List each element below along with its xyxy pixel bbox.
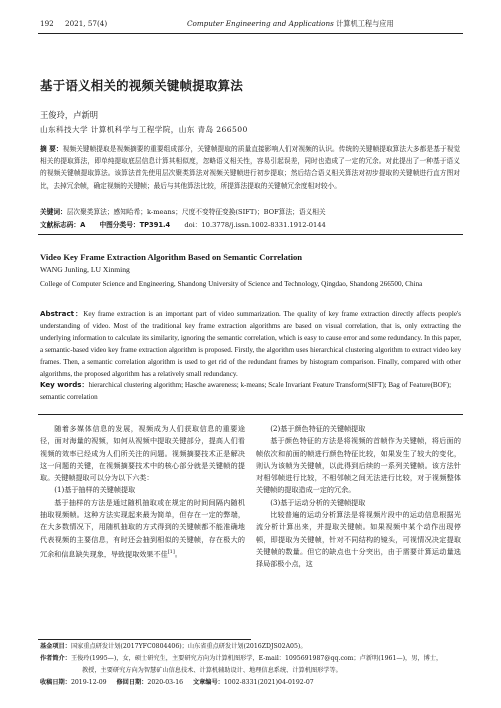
- paragraph-sampling-text: 基于抽样的方法是通过随机抽取或在规定的时间间隔内随机抽取视频帧。这种方法实现起来最为简单，但存在一定的弊端，在大多数情况下，用随机抽取的方式得到的关键帧都不能准确地代表视频的主要信息，有时还会抽到相似的关键帧，存在极大的冗余和信息缺失现象，导致提取效果不佳: [40, 497, 245, 559]
- author-bio-line: [40, 653, 461, 665]
- running-header: [40, 16, 461, 32]
- doi: doi：10.3778/j.issn.1002-8331.1912-0144: [184, 221, 326, 229]
- received-label: 收稿日期：: [40, 679, 71, 686]
- dates-line: [40, 677, 461, 689]
- fund-line: [40, 641, 461, 653]
- footnotes: [40, 641, 461, 689]
- author-bio-label: 作者简介：: [40, 655, 71, 662]
- keywords-zh-text: 层次聚类算法；感知哈希；k-means；尺度不变特征变换(SIFT)；BOF算法；语义相关: [66, 208, 326, 216]
- subheading-color: (2)基于颜色特征的关键帧提取: [270, 424, 366, 433]
- article-number-label: 文章编号：: [192, 679, 224, 686]
- document-code: 文献标志码：A: [40, 221, 86, 229]
- revised-date: 2020-03-16: [147, 679, 184, 686]
- abstract-en-label: Abstract：: [40, 309, 84, 318]
- paragraph-intro: 随着多媒体信息的发展，视频成为人们获取信息的重要途径，面对海量的视频，如何从视频中提取关键部分，提高人们看视频的效率已经成为人们所关注的问题。视频摘要技术正是解决这一问题的关键，在视频摘要技术中的核心部分就是关键帧的提取。关键帧提取可以分为以下六类：: [40, 424, 245, 483]
- journal-name-zh: 计算机工程与应用: [336, 19, 394, 28]
- journal-name: [187, 19, 394, 29]
- fund-text: 国家重点研发计划(2017YFC0804406)；山东省重点研发计划(2016ZDJS02A05)。: [70, 643, 307, 650]
- affiliation-en: College of Computer Science and Engineering, Shandong University of Science and Technology, Qingdao, Shandong 266500, China: [40, 280, 423, 288]
- abstract-zh-label: 摘 要：: [40, 145, 63, 153]
- keywords-zh-label: 关键词：: [40, 208, 67, 216]
- authors-zh: 王俊玲，卢新明: [40, 110, 99, 120]
- affiliation-zh: 山东科技大学 计算机科学与工程学院，山东 青岛 266500: [40, 125, 248, 134]
- body-rule: [38, 414, 463, 415]
- abstract-en-text: Key frame extraction is an important part of video summarization. The quality of key frame extraction directly affects people's understanding of video. Most of the traditional key frame extraction algorithms are based on visual correlation, that is, only extracting the underlying information to calculate its similarity, ignoring the semantic correlation, which is easy to cause error and some redundancy. In this paper, a semantic-based video key frame extraction algorithm is proposed. Firstly, the algorithm uses hierarchical clustering algorithm to extract video key frames. Then, a semantic correlation algorithm is used to get rid of the redundant frames by histogram comparison. Finally, compared with other algorithms, the proposed algorithm has a relatively small redundancy.: [40, 310, 462, 379]
- subheading-sampling: (1)基于抽样的关键帧提取: [54, 485, 136, 495]
- revised-label: 修回日期：: [116, 679, 148, 686]
- body-column-left: [40, 423, 245, 561]
- body-column-right: [256, 423, 461, 571]
- paragraph-sampling-end: 。: [174, 549, 182, 559]
- article-number: 1002-8331(2021)04-0192-07: [223, 679, 314, 686]
- clc-number: 中图分类号：TP391.4: [99, 221, 171, 229]
- paragraph-motion: 比较普遍的运动分析算法是将视频片段中的运动信息根据光流分析计算出来，并提取关键帧。如果视频中某个动作出现停顿，即提取为关键帧，针对不同结构的镜头，可视情况决定提取关键帧的数量。但它的缺点也十分突出，由于需要计算运动量选择局部极小点，这: [256, 510, 461, 569]
- section-rule: [38, 234, 463, 235]
- author-bio-text: 王俊玲(1995—)，女，硕士研究生，主要研究方向为计算机图形学，E-mail：1095691987@qq.com；卢新明(1961—)，男，博士，: [70, 655, 443, 662]
- paragraph-sampling: [40, 497, 245, 561]
- keywords-en-text: hierarchical clustering algorithm; Hasche awareness; k-means; Scale Invariant Feature Transform(SIFT); Bag of Feature(BOF); semantic correlation: [40, 381, 452, 402]
- keywords-en: [40, 379, 460, 403]
- subheading-motion: (3)基于运动分析的关键帧提取: [270, 497, 366, 507]
- journal-name-en: Computer Engineering and Applications: [187, 19, 334, 28]
- abstract-zh-text: 视频关键帧提取是视频摘要的重要组成部分，关键帧提取的质量直接影响人们对视频的认识。传统的关键帧提取算法大多都是基于视觉相关的提取算法，即单纯提取底层信息计算其相似度，忽略语义相关性，容易引起误差，同时也造成了一定的冗余。对此提出了一种基于语义的视频关键帧提取算法。该算法首先使用层次聚类算法对视频关键帧进行初步提取；然后结合语义相关算法对初步提取的关键帧进行直方图对比，去掉冗余帧，确定视频的关键帧；最后与其他算法比较，所提算法提取的关键帧冗余度相对较小。: [40, 145, 461, 190]
- paragraph-color: 基于颜色特征的方法是将视频的首帧作为关键帧，将后面的帧依次和前面的帧进行颜色特征比较，如果发生了较大的变化，则认为该帧为关键帧，以此得到后续的一系列关键帧。该方法针对相邻帧进行比较，不相邻帧之间无法进行比较，对于视频整体关键帧的提取造成一定的冗余。: [256, 436, 461, 495]
- abstract-zh: [40, 143, 460, 192]
- footnote-rule: [38, 639, 251, 640]
- keywords-en-label: Key words：: [40, 380, 89, 389]
- title-zh: 基于语义相关的视频关键帧提取算法: [40, 78, 244, 93]
- citation-1: [1]: [167, 548, 175, 555]
- author-bio-line-2: 教授，主要研究方向为智慧矿山信息技术、计算机辅助设计、地理信息系统、计算机图形学等。: [82, 667, 342, 674]
- title-en: Video Key Frame Extraction Algorithm Based on Semantic Correlation: [40, 252, 303, 262]
- page-number: 192: [40, 19, 54, 28]
- authors-en: WANG Junling, LU Xinming: [40, 265, 130, 274]
- fund-label: 基金项目：: [40, 643, 71, 650]
- keywords-zh: [40, 206, 460, 216]
- abstract-en: [40, 308, 461, 381]
- volume-issue: 2021, 57(4): [65, 19, 108, 28]
- received-date: 2019-12-09: [70, 679, 107, 686]
- classification-zh: [40, 219, 338, 229]
- header-rule: [38, 33, 463, 34]
